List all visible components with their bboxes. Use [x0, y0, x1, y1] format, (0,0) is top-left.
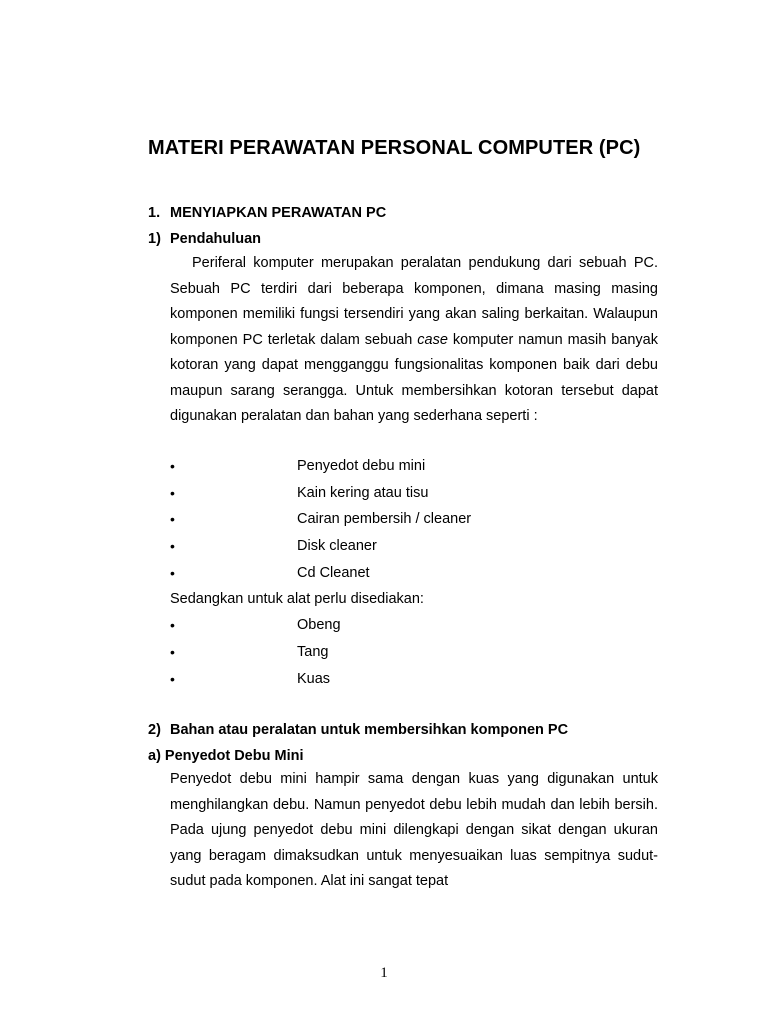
list-item — [170, 565, 590, 585]
bullet-icon: • — [170, 511, 175, 527]
list-item — [170, 671, 590, 691]
bullet-icon: • — [170, 458, 175, 474]
section-heading: MENYIAPKAN PERAWATAN PC — [170, 205, 387, 221]
intro-text-end: komputer namun masih banyak kotoran yang dapat mengganggu fungsionalitas komponen baik dari debu maupun sarang serangga. Untuk membersihkan kotoran tersebut dapat digunakan peralatan dan bahan yang sederhana seperti : — [170, 331, 659, 424]
list-item — [170, 458, 590, 478]
page-number: 1 — [380, 965, 388, 981]
bullet-icon: • — [170, 538, 175, 554]
list-item-label: Obeng — [297, 617, 341, 633]
subsection-heading-a: a) Penyedot Debu Mini — [148, 748, 304, 764]
list-item-label: Tang — [297, 644, 329, 660]
penyedot-paragraph: Penyedot debu mini hampir sama dengan kuas yang digunakan untuk menghilangkan debu. Namun penyedot debu lebih mudah dan lebih bersih. Pada ujung penyedot debu mini dilengkapi dengan sikat dengan ukuran yang beragam dimaksudkan untuk menyesuaikan luas sempitnya sudut-sudut pada komponen. Alat ini sangat tepat — [170, 771, 658, 889]
list-item — [170, 511, 590, 531]
list-item — [170, 617, 590, 637]
section-number: 1. — [148, 205, 161, 221]
subsection-heading: Pendahuluan — [170, 231, 262, 247]
bullet-icon: • — [170, 617, 175, 633]
document-title: MATERI PERAWATAN PERSONAL COMPUTER (PC) — [148, 137, 641, 159]
list-item-label: Cd Cleanet — [297, 565, 370, 581]
bullet-icon: • — [170, 485, 175, 501]
list-item-label: Kain kering atau tisu — [297, 485, 429, 501]
tools-intro: Sedangkan untuk alat perlu disediakan: — [170, 591, 424, 607]
list-item-label: Kuas — [297, 671, 331, 687]
list-item-label: Disk cleaner — [297, 538, 377, 554]
intro-paragraph — [170, 251, 658, 430]
list-item-label: Penyedot debu mini — [297, 458, 426, 474]
list-item-label: Cairan pembersih / cleaner — [297, 511, 472, 527]
intro-italic-term: case — [417, 331, 448, 348]
bullet-icon: • — [170, 565, 175, 581]
list-item — [170, 538, 590, 558]
intro-text-start: Periferal komputer merupakan peralatan pendukung dari sebuah PC. Sebuah PC terdiri dari beberapa komponen, dimana masing masing komponen memiliki fungsi tersendiri yang akan saling berkaitan. Walaupun komponen PC terletak dalam sebuah — [170, 255, 658, 348]
bullet-icon: • — [170, 644, 175, 660]
subsection-number: 2) — [148, 722, 161, 738]
subsection-heading: Bahan atau peralatan untuk membersihkan komponen PC — [170, 722, 569, 738]
list-item — [170, 644, 590, 664]
list-item — [170, 485, 590, 505]
subsection-number: 1) — [148, 231, 161, 247]
bullet-icon: • — [170, 671, 175, 687]
